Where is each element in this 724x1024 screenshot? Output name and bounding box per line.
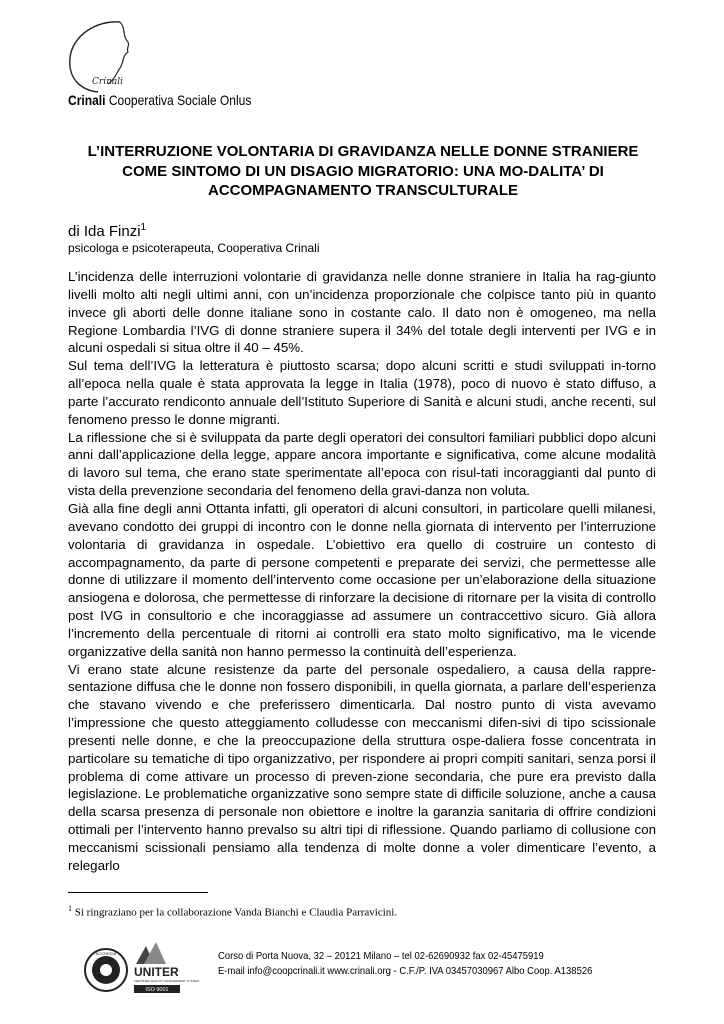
uniter-text: UNITER [134, 965, 179, 979]
org-name-rest: Cooperativa Sociale Onlus [108, 92, 252, 108]
footnote-text: Si ringraziano per la collaborazione Vanda Bianchi e Claudia Parravicini. [74, 906, 398, 919]
paragraph: Sul tema dell’IVG la letteratura è piuttosto scarsa; dopo alcuni scritti e studi sviluppati in-torno all’epoca nella quale è stata approvata la legge in Italia (1978), poco di nuovo è stato diffuso, a parte l’accurato rendiconto annuale dell’Istituto Superiore di Sanità e alcuni studi, anche recenti, sul fenomeno presso le donne migranti. [68, 358, 656, 427]
iso-text: ISO 9001 [145, 987, 169, 993]
author-footnote-mark: 1 [140, 222, 147, 233]
author-name: di Ida Finzi [68, 223, 141, 240]
paragraph: La riflessione che si è sviluppata da parte degli operatori dei consultori familiari pubblici dopo alcuni anni dall’applicazione della legge, appare ancora importante e significativa, come alcune modalità di lavoro sul tema, che erano state sperimentate all’epoca con risul-tati incoraggianti dal punto di vista della prevenzione secondaria del fenomeno della gravi-danza non voluta. [68, 429, 656, 499]
paragraph: Vi erano state alcune resistenze da parte del personale ospedaliero, a causa della rappre-sentazione diffusa che le donne non fossero disponibili, in quella giornata, a parlare dell’esperienza che stavano vivendo e che preferissero dimenticarla. Dal nostro punto di vista avevamo l’impressione che questo atteggiamento colludesse con meccanismi difen-sivi di tipo scissionale presenti nelle donne, e che la preoccupazione della struttura ospe-daliera fosse concentrata in particolare su tematiche di tipo organizzativo, per rispondere ai propri compiti sanitari, senza porsi il problema di come attivare un processo di preven-zione secondaria, che pure era previsto dalla legislazione. Le problematiche organizzative sono sempre state di difficile soluzione, anche a causa della scarsa presenza di personale non obiettore e inoltre la garanzia sanitaria di offrire condizioni ottimali per l’intervento hanno prevalso su altri tipi di riflessione. Quando parliamo di collusione con meccanismi scissionali pensiamo alla tendenza di molte donne a voler dimenticare l’evento, a relegarlo [68, 661, 656, 873]
footer-address: Corso di Porta Nuova, 32 – 20121 Milano – tel 02-62690932 fax 02-45475919 [218, 950, 544, 962]
footer-contacts: E-mail info@coopcrinali.it www.crinali.org - C.F./P. IVA 03457030967 Albo Coop. A138526 [218, 965, 593, 977]
footnote-divider [68, 892, 208, 893]
crinali-logo [62, 18, 172, 98]
organization-name [68, 92, 251, 108]
author-byline [68, 222, 146, 240]
logo-script-text: Crinali [92, 77, 123, 87]
document-title: L’INTERRUZIONE VOLONTARIA DI GRAVIDANZA NELLE DONNE STRANIERE COME SINTOMO DI UN DISAGIO MIGRATORIO: UNA MO-DALITA’ DI ACCOMPAGNAMENTO TRANSCULTURALE [87, 143, 639, 199]
certification-logos [84, 940, 214, 998]
uniter-logo [134, 942, 199, 993]
footnote [68, 904, 397, 919]
article-body [68, 268, 656, 875]
uniter-subtitle: CERTIFIED QUALITY MANAGEMENT SYSTEM [134, 979, 199, 983]
paragraph: Già alla fine degli anni Ottanta infatti, gli operatori di alcuni consultori, in particolare quelli milanesi, avevano condotto dei gruppi di incontro con le donne nella giornata di intervento per l’interruzione volontaria di gravidanza in ospedale. L’obiettivo era quello di costruire un contesto di accompagnamento, da parte di persone competenti e preparate dei servizi, che permettesse alle donne di utilizzare il momento dell’intervento come occasione per un’elaborazione della situazione ansiogena e dolorosa, che permettesse di rinforzare la decisione di ritornare per la visita di controllo post IVG in consultorio e che incoraggiasse ad assumere un contraccettivo sicuro. Già allora l’incremento della percentuale di ritorni ai controlli era stato molto significativo, ma le vicende organizzative della sanità non hanno permesso la continuità dell’esperienza. [68, 500, 656, 659]
org-name-bold: Crinali [68, 92, 106, 108]
accredia-text: ACCREDIA [95, 951, 117, 956]
author-role: psicologa e psicoterapeuta, Cooperativa Crinali [68, 241, 320, 255]
footnote-mark: 1 [68, 904, 72, 913]
paragraph: L’incidenza delle interruzioni volontarie di gravidanza nelle donne straniere in Italia ha rag-giunto livelli molto alti negli ultimi anni, con un’incidenza proporzionale che colpisce tanto più in quanto invece gli aborti delle donne italiane sono in costante calo. Il dato non è omogeneo, ma nella Regione Lombardia l’IVG di donne straniere supera il 34% del totale degli interventi per IVG e in alcuni ospedali si situa oltre il 40 – 45%. [68, 269, 656, 356]
accredia-seal [85, 949, 127, 991]
footer-contact-info [218, 949, 592, 979]
